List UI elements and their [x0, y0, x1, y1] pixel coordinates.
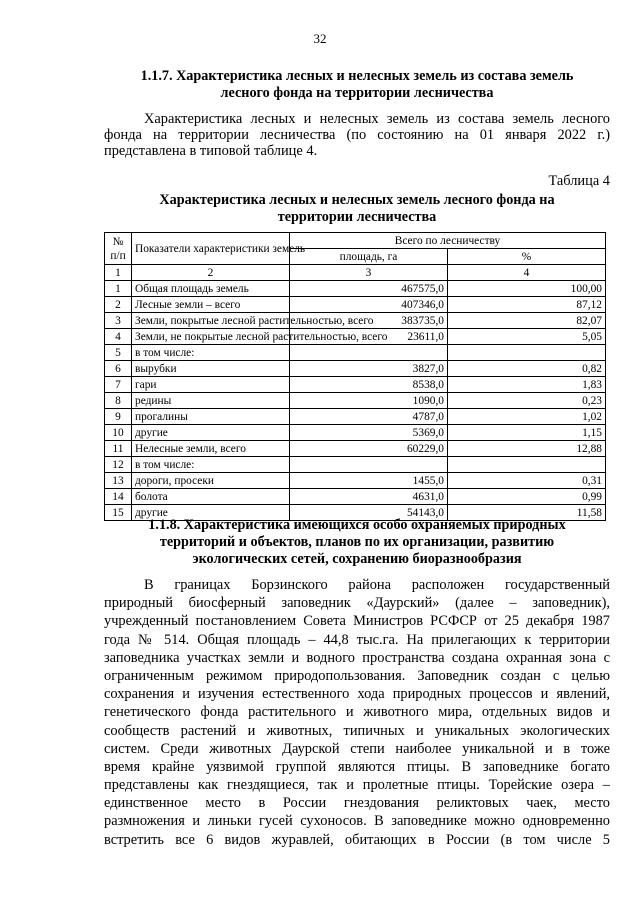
heading-line: 1.1.8. Характеристика имеющихся особо охраняемых природных [148, 517, 566, 533]
table-row [105, 329, 606, 345]
table-title-line: Характеристика лесных и нелесных земель лесного фонда на [159, 192, 555, 208]
paragraph-line: размножения и линьки гусей сухоносов. В заповеднике можно одновременно [104, 813, 610, 830]
row-name: дороги, просеки [132, 473, 290, 489]
row-name: в том числе: [132, 457, 290, 473]
row-name: другие [132, 505, 290, 521]
row-name: Земли, не покрытые лесной растительностью, всего [132, 329, 290, 345]
row-name: Нелесные земли, всего [132, 441, 290, 457]
row-area: 467575,0 [290, 281, 448, 297]
row-number: 14 [105, 489, 132, 505]
row-number: 1 [105, 281, 132, 297]
row-number: 12 [105, 457, 132, 473]
row-percent [448, 345, 606, 361]
row-name: Общая площадь земель [132, 281, 290, 297]
row-number: 15 [105, 505, 132, 521]
table-row [105, 425, 606, 441]
paragraph-line: время крайне уязвимой группой являются птицы. В заповеднике богато [104, 758, 610, 775]
header-area: площадь, га [290, 249, 448, 265]
paragraph-line: встретить все 6 видов журавлей, обитающих в России (в том числе 5 [104, 831, 610, 848]
row-name: в том числе: [132, 345, 290, 361]
land-characteristics-table [104, 232, 606, 521]
row-number: 4 [105, 329, 132, 345]
paragraph-line: единственное место в России гнездования реликтовых чаек, место [104, 795, 610, 812]
row-area: 23611,0 [290, 329, 448, 345]
row-number: 13 [105, 473, 132, 489]
row-percent: 0,23 [448, 393, 606, 409]
table-title [104, 192, 610, 226]
table-row [105, 313, 606, 329]
row-number: 9 [105, 409, 132, 425]
column-number-row: 1 2 3 4 [105, 265, 606, 281]
heading-line: лесного фонда на территории лесничества [220, 85, 494, 101]
row-percent: 0,31 [448, 473, 606, 489]
table-row [105, 473, 606, 489]
row-area: 4787,0 [290, 409, 448, 425]
table-label: Таблица 4 [548, 173, 610, 189]
row-percent: 87,12 [448, 297, 606, 313]
paragraph-line: сохранения и изучения естественного хода природных процессов и явлений, [104, 686, 610, 703]
row-number: 2 [105, 297, 132, 313]
heading-line: территорий и объектов, планов по их организации, развитию [159, 534, 555, 550]
paragraph-line: Характеристика лесных и нелесных земель из состава земель лесного [144, 111, 610, 127]
row-percent: 0,82 [448, 361, 606, 377]
row-name: Лесные земли – всего [132, 297, 290, 313]
row-percent: 0,99 [448, 489, 606, 505]
row-percent: 11,58 [448, 505, 606, 521]
header-number: № п/п [105, 233, 132, 265]
paragraph-line: систем. Среди животных Даурской степи наиболее уникальной и в тоже [104, 740, 610, 757]
row-number: 10 [105, 425, 132, 441]
paragraph-line: заповедника участках земли и водного пространства создана охранная зона с [104, 649, 610, 666]
row-area: 4631,0 [290, 489, 448, 505]
row-area: 5369,0 [290, 425, 448, 441]
table-row [105, 361, 606, 377]
row-percent: 82,07 [448, 313, 606, 329]
row-area: 60229,0 [290, 441, 448, 457]
header-indicators: Показатели характеристики земель [132, 233, 290, 265]
page-number: 32 [313, 31, 327, 46]
paragraph-line: В границах Борзинского района расположен государственный [144, 577, 610, 593]
row-number: 11 [105, 441, 132, 457]
table-row [105, 441, 606, 457]
row-percent [448, 457, 606, 473]
row-area: 8538,0 [290, 377, 448, 393]
row-name: болота [132, 489, 290, 505]
row-number: 8 [105, 393, 132, 409]
paragraph-line: представлены как гнездящиеся, так и пролетные птицы. Торейские озера – [104, 777, 610, 794]
row-name: редины [132, 393, 290, 409]
row-area [290, 457, 448, 473]
reserve-paragraph [104, 576, 610, 849]
table-row [105, 377, 606, 393]
row-percent: 1,15 [448, 425, 606, 441]
row-area: 1090,0 [290, 393, 448, 409]
heading-line: 1.1.7. Характеристика лесных и нелесных земель из состава земель [140, 68, 574, 84]
row-area: 407346,0 [290, 297, 448, 313]
header-percent: % [448, 249, 606, 265]
row-percent: 5,05 [448, 329, 606, 345]
row-area: 383735,0 [290, 313, 448, 329]
table-title-line: территории лесничества [277, 209, 437, 225]
paragraph-line: года № 514. Общая площадь – 44,8 тыс.га. На прилегающих к территории [104, 631, 610, 648]
row-area: 1455,0 [290, 473, 448, 489]
table-row [105, 297, 606, 313]
row-percent: 100,00 [448, 281, 606, 297]
row-area: 3827,0 [290, 361, 448, 377]
paragraph-line: фонда на территории лесничества (по состоянию на 01 января 2022 г.) [104, 127, 610, 143]
table-row [105, 457, 606, 473]
row-area: 54143,0 [290, 505, 448, 521]
paragraph-line: сообществ растений и животных, типичных и уникальных экологических [104, 722, 610, 739]
heading-line: экологических сетей, сохранению биоразнообразия [192, 551, 522, 567]
row-name: Земли, покрытые лесной растительностью, всего [132, 313, 290, 329]
header-total: Всего по лесничеству [290, 233, 606, 249]
row-number: 7 [105, 377, 132, 393]
table-row [105, 281, 606, 297]
row-number: 6 [105, 361, 132, 377]
row-number: 3 [105, 313, 132, 329]
paragraph-line: учрежденный постановлением Совета Министров РСФСР от 25 декабря 1987 [104, 613, 610, 630]
paragraph-line: генетического фонда растительного и животного мира, отдельных видов и [104, 704, 610, 721]
row-number: 5 [105, 345, 132, 361]
row-percent: 1,02 [448, 409, 606, 425]
paragraph-line: ограниченным режимом природопользования. Заповедник создан с целью [104, 667, 610, 684]
intro-paragraph [104, 111, 610, 159]
table-row [105, 489, 606, 505]
paragraph-line: природный биосферный заповедник «Даурский» (далее – заповедник), [104, 595, 610, 612]
paragraph-line: представлена в типовой таблице 4. [104, 143, 318, 159]
row-area [290, 345, 448, 361]
section-heading-1-1-8 [104, 517, 610, 568]
section-heading-1-1-7 [104, 68, 610, 102]
table-row [105, 345, 606, 361]
row-percent: 12,88 [448, 441, 606, 457]
row-percent: 1,83 [448, 377, 606, 393]
row-name: прогалины [132, 409, 290, 425]
row-name: другие [132, 425, 290, 441]
row-name: вырубки [132, 361, 290, 377]
row-name: гари [132, 377, 290, 393]
table-row [105, 393, 606, 409]
table-row [105, 409, 606, 425]
